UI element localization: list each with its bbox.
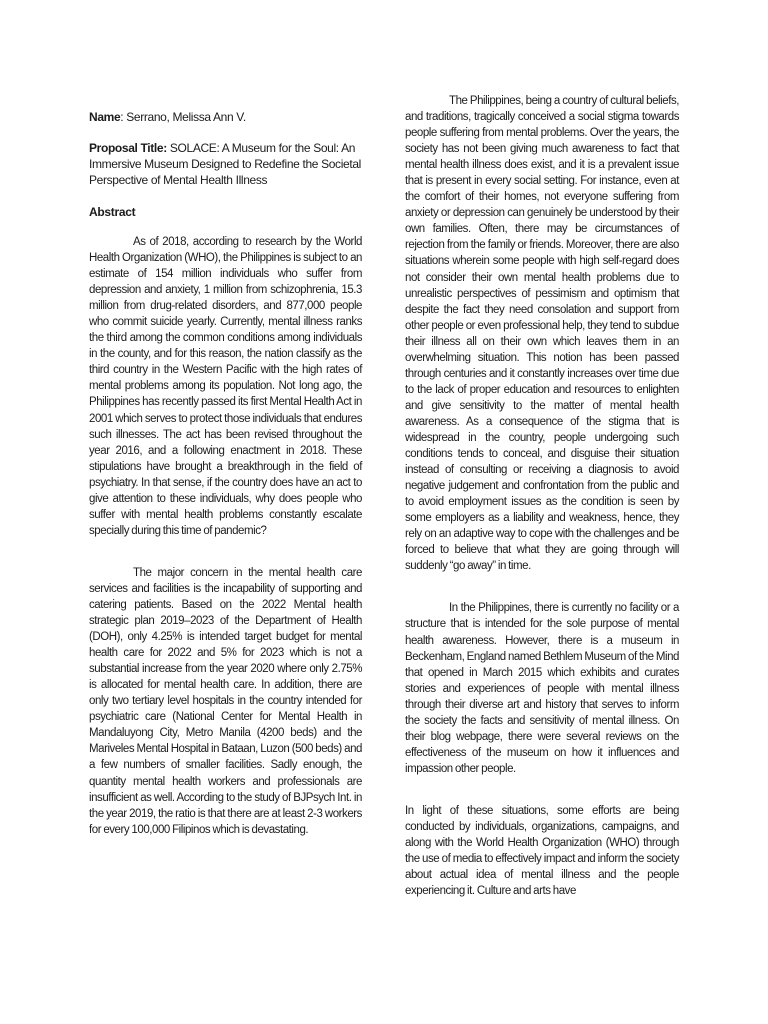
abstract-paragraph-2: The major concern in the mental health care services and facilities is the incapability of supporting and catering patients. Based on the 2022 Mental health strategic plan 2019–2023 of the Department of Health (DOH), only 4.25% is intended target budget for mental health care for 2022 and 5% for 2023 which is not a substantial increase from the year 2020 where only 2.75% is allocated for mental health care. In addition, there are only two tertiary level hospitals in the country intended for psychiatric care (National Center for Mental Health in Mandaluyong City, Metro Manila (4200 beds) and the Mariveles Mental Hospital in Bataan, Luzon (500 beds) and a few numbers of smaller facilities. Sadly enough, the quantity mental health workers and professionals are insufficient as well. According to the study of BJPsych Int. in the year 2019, the ratio is that there are at least 2-3 workers for every 100,000 Filipinos which is devastating. <box>89 566 362 836</box>
right-column <box>405 93 679 915</box>
author-name: : Serrano, Melissa Ann V. <box>120 110 246 124</box>
proposal-title-label: Proposal Title: <box>89 141 167 155</box>
proposal-title: SOLACE: A Museum for the Soul: An Immersive Museum Designed to Redefine the Societal Perspective of Mental Health Illness <box>89 141 361 187</box>
proposal-title-line <box>89 140 362 188</box>
body-paragraph-2: In the Philippines, there is currently no facility or a structure that is intended for the sole purpose of mental health awareness. However, there is a museum in Beckenham, England named Bethlem Museum of the Mind that opened in March 2015 which exhibits and curates stories and experiences of people with mental illness through their diverse art and history that serves to inform the society the facts and sensitivity of mental illness. On their blog webpage, there were several reviews on the effectiveness of the museum on how it influences and impassion other people. <box>405 602 679 775</box>
left-column <box>89 93 362 854</box>
body-paragraph-1: The Philippines, being a country of cultural beliefs, and traditions, tragically conceived a social stigma towards people suffering from mental problems. Over the years, the society has not been giving much awareness to fact that mental health illness does exist, and it is a prevalent issue that is present in every social setting. For instance, even at the comfort of their homes, not everyone suffering from anxiety or depression can genuinely be understood by their own families. Often, there may be circumstances of rejection from the family or friends. Moreover, there are also situations wherein some people with high self-regard does not consider their own mental health problems due to unrealistic perspectives of pessimism and optimism that despite the fact they need consolation and support from other people or even professional help, they tend to subdue their illness all on their own which leaves them in an overwhelming situation. This notion has been passed through centuries and it constantly increases over time due to the lack of proper education and resources to enlighten and give sensitivity to the matter of mental health awareness. As a consequence of the stigma that is widespread in the country, people undergoing such conditions tends to conceal, and disguise their situation instead of consulting or receiving a diagnosis to avoid negative judgement and confrontation from the public and to avoid employment issues as the condition is seen by some employers as a liability and weakness, hence, they rely on an adaptive way to cope with the challenges and be forced to believe that what they are going through will suddenly “go away” in time. <box>405 95 679 573</box>
author-name-line <box>89 109 362 125</box>
body-paragraph-3: In light of these situations, some efforts are being conducted by individuals, organizations, campaigns, and along with the World Health Organization (WHO) through the use of media to effectively impact and inform the society about actual idea of mental illness and the people experiencing it. Culture and arts have <box>405 804 679 898</box>
abstract-paragraph-1: As of 2018, according to research by the World Health Organization (WHO), the Philippines is subject to an estimate of 154 million individuals who suffer from depression and anxiety, 1 million from schizophrenia, 15.3 million from drug-related disorders, and 877,000 people who commit suicide yearly. Currently, mental illness ranks the third among the common conditions among individuals in the county, and for this reason, the nation classify as the third country in the Western Pacific with the high rates of mental problems among its population. Not long ago, the Philippines has recently passed its first Mental Health Act in 2001 which serves to protect those individuals that endures such illnesses. The act has been revised throughout the year 2016, and a following enactment in 2018. These stipulations have brought a breakthrough in the field of psychiatry. In that sense, if the country does have an act to give attention to these individuals, why does people who suffer with mental health problems constantly escalate specially during this time of pandemic? <box>89 236 362 537</box>
name-label: Name <box>89 110 121 124</box>
abstract-heading: Abstract <box>89 205 136 219</box>
